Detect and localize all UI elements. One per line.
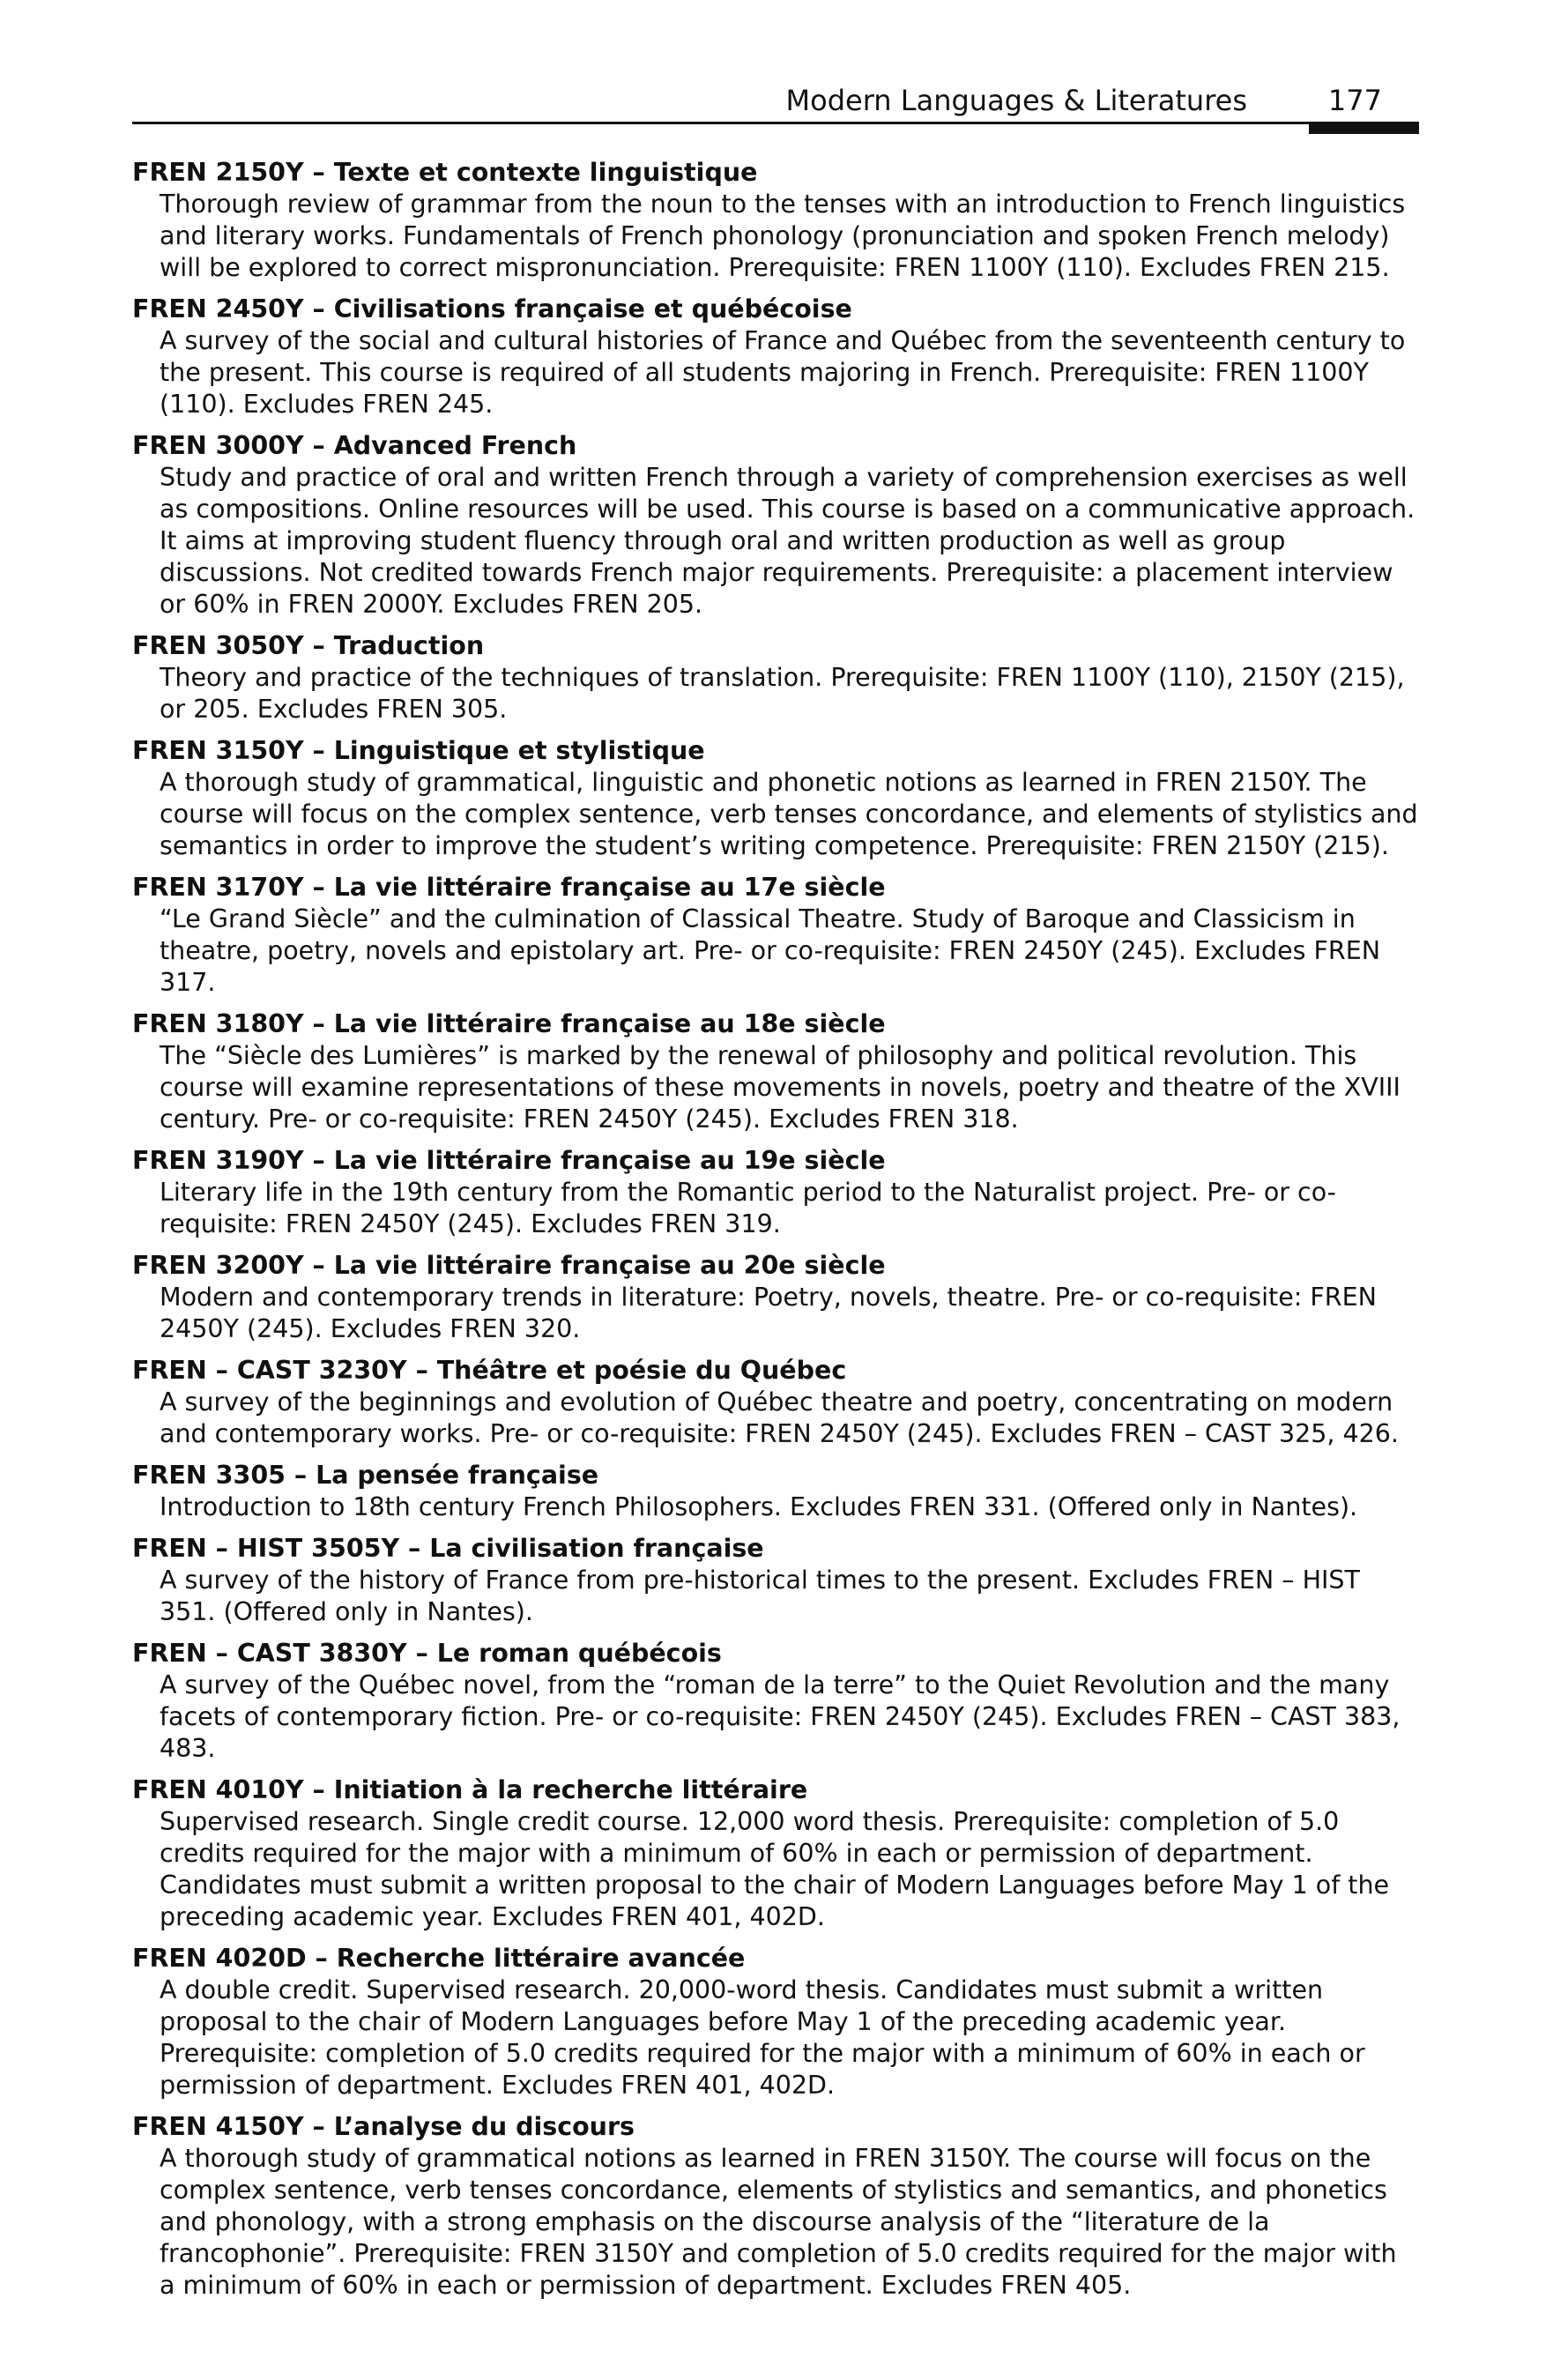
course-entry — [132, 1250, 1419, 1345]
course-title: FREN 3200Y – La vie littéraire française au 20e siècle — [132, 1251, 886, 1280]
course-title: FREN – HIST 3505Y – La civilisation française — [132, 1534, 764, 1563]
course-description: Study and practice of oral and written French through a variety of comprehension exercises as well as compositions. Online resources will be used. This course is based on a communicative approach. It aims at improving student fluency through oral and written production as well as group discussions. Not credited towards French major requirements. Prerequisite: a placement interview or 60% in FREN 2000Y. Excludes FREN 205. — [160, 463, 1416, 619]
course-entry — [132, 294, 1419, 420]
header-rule — [132, 122, 1419, 124]
course-title: FREN 4020D – Recherche littéraire avancée — [132, 1944, 746, 1973]
course-title: FREN 3000Y – Advanced French — [132, 431, 577, 460]
course-description: A survey of the history of France from pre-historical times to the present. Excludes FREN – HIST 351. (Offered only in Nantes). — [160, 1566, 1360, 1626]
course-entry — [132, 1460, 1419, 1523]
course-entry — [132, 430, 1419, 621]
course-title: FREN 2150Y – Texte et contexte linguistique — [132, 158, 758, 187]
course-title: FREN – CAST 3230Y – Théâtre et poésie du Québec — [132, 1356, 847, 1385]
course-description: Supervised research. Single credit course. 12,000 word thesis. Prerequisite: completion of 5.0 credits required for the major with a minimum of 60% in each or permission of department. Candidates must submit a written proposal to the chair of Modern Languages before May 1 of the preceding academic year. Excludes FREN 401, 402D. — [160, 1807, 1390, 1931]
course-entry — [132, 1638, 1419, 1765]
course-entry — [132, 630, 1419, 725]
course-title: FREN 3150Y – Linguistique et stylistique — [132, 736, 705, 765]
course-description: A survey of the Québec novel, from the “roman de la terre” to the Quiet Revolution and the many facets of contemporary fiction. Pre- or co-requisite: FREN 2450Y (245). Excludes FREN – CAST 383, 483. — [160, 1670, 1401, 1763]
course-description: The “Siècle des Lumières” is marked by the renewal of philosophy and political revolution. This course will examine representations of these movements in novels, poetry and theatre of the XVIII century. Pre- or co-requisite: FREN 2450Y (245). Excludes FREN 318. — [160, 1041, 1401, 1134]
page-header — [132, 81, 1419, 134]
course-description: Literary life in the 19th century from the Romantic period to the Naturalist project. Pre- or co-requisite: FREN 2450Y (245). Excludes FREN 319. — [160, 1178, 1336, 1238]
course-title: FREN – CAST 3830Y – Le roman québécois — [132, 1639, 722, 1668]
header-tab-block — [1309, 122, 1419, 134]
course-description: Modern and contemporary trends in literature: Poetry, novels, theatre. Pre- or co-requisite: FREN 2450Y (245). Excludes FREN 320. — [160, 1283, 1377, 1343]
course-title: FREN 3180Y – La vie littéraire française au 18e siècle — [132, 1009, 886, 1038]
course-entry — [132, 1943, 1419, 2101]
course-entry — [132, 157, 1419, 284]
course-list — [132, 157, 1419, 2311]
course-title: FREN 2450Y – Civilisations française et québécoise — [132, 294, 852, 324]
course-entry — [132, 1145, 1419, 1240]
course-description: A thorough study of grammatical notions as learned in FREN 3150Y. The course will focus on the complex sentence, verb tenses concordance, elements of stylistics and semantics, and phonetics and phonology, with a strong emphasis on the discourse analysis of the “literature de la francophonie”. Prerequisite: FREN 3150Y and completion of 5.0 credits required for the major with a minimum of 60% in each or permission of department. Excludes FREN 405. — [160, 2144, 1397, 2300]
course-title: FREN 3305 – La pensée française — [132, 1461, 599, 1490]
course-title: FREN 3170Y – La vie littéraire française au 17e siècle — [132, 873, 886, 902]
course-title: FREN 3190Y – La vie littéraire française au 19e siècle — [132, 1146, 886, 1175]
course-description: Thorough review of grammar from the noun to the tenses with an introduction to French linguistics and literary works. Fundamentals of French phonology (pronunciation and spoken French melody) will be explored to correct mispronunciation. Prerequisite: FREN 1100Y (110). Excludes FREN 215. — [160, 190, 1406, 282]
course-description: Theory and practice of the techniques of translation. Prerequisite: FREN 1100Y (110), 2150Y (215), or 205. Excludes FREN 305. — [160, 663, 1405, 724]
course-title: FREN 4010Y – Initiation à la recherche littéraire — [132, 1775, 808, 1804]
course-description: A double credit. Supervised research. 20,000-word thesis. Candidates must submit a written proposal to the chair of Modern Languages before May 1 of the preceding academic year. Prerequisite: completion of 5.0 credits required for the major with a minimum of 60% in each or permission of department. Excludes FREN 401, 402D. — [160, 1975, 1365, 2100]
course-entry — [132, 1533, 1419, 1628]
course-entry — [132, 735, 1419, 862]
course-entry — [132, 1008, 1419, 1135]
course-title: FREN 3050Y – Traduction — [132, 631, 485, 660]
course-description: A survey of the beginnings and evolution of Québec theatre and poetry, concentrating on modern and contemporary works. Pre- or co-requisite: FREN 2450Y (245). Excludes FREN – CAST 325, 426. — [160, 1387, 1399, 1448]
course-entry — [132, 872, 1419, 999]
course-description: “Le Grand Siècle” and the culmination of Classical Theatre. Study of Baroque and Classicism in theatre, poetry, novels and epistolary art. Pre- or co-requisite: FREN 2450Y (245). Excludes FREN 317. — [160, 904, 1381, 997]
course-entry — [132, 1355, 1419, 1450]
course-description: Introduction to 18th century French Philosophers. Excludes FREN 331. (Offered only in Nantes). — [160, 1492, 1358, 1521]
course-description: A survey of the social and cultural histories of France and Québec from the seventeenth century to the present. This course is required of all students majoring in French. Prerequisite: FREN 1100Y (110). Excludes FREN 245. — [160, 326, 1406, 419]
course-description: A thorough study of grammatical, linguistic and phonetic notions as learned in FREN 2150Y. The course will focus on the complex sentence, verb tenses concordance, and elements of stylistics and semantics in order to improve the student’s writing competence. Prerequisite: FREN 2150Y (215). — [160, 768, 1418, 860]
section-title: Modern Languages & Literatures — [785, 84, 1247, 117]
course-title: FREN 4150Y – L’analyse du discours — [132, 2112, 635, 2141]
page-number: 177 — [1327, 84, 1382, 117]
course-entry — [132, 1774, 1419, 1933]
course-entry — [132, 2111, 1419, 2302]
